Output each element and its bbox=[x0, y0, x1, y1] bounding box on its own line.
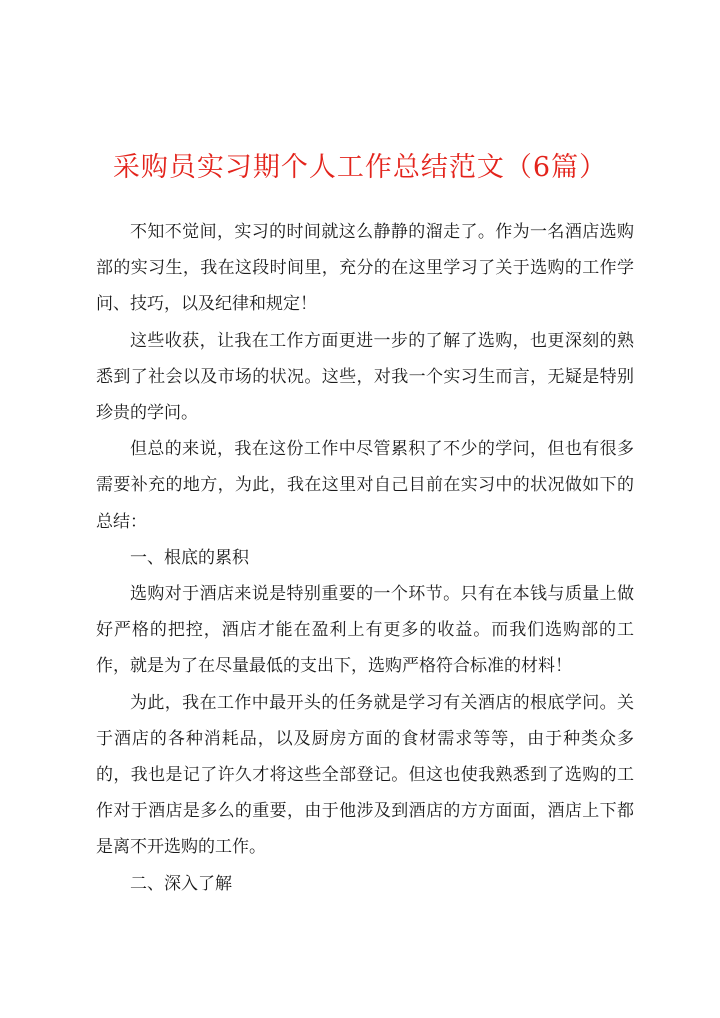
paragraph-intro: 不知不觉间，实习的时间就这么静静的溜走了。作为一名酒店选购部的实习生，我在这段时间里，充分的在这里学习了关于选购的工作学问、技巧，以及纪律和规定！ bbox=[96, 222, 634, 315]
paragraph-summary-lead: 但总的来说，我在这份工作中尽管累积了不少的学问，但也有很多需要补充的地方，为此，我在这里对自己目前在实习中的状况做如下的总结： bbox=[96, 439, 634, 532]
paragraph-purchasing-importance: 选购对于酒店来说是特别重要的一个环节。只有在本钱与质量上做好严格的把控，酒店才能在盈利上有更多的收益。而我们选购部的工作，就是为了在尽量最低的支出下，选购严格符合标准的材料！ bbox=[96, 584, 634, 677]
section-heading-2: 二、深入了解 bbox=[130, 873, 232, 894]
section-heading-1: 一、根底的累积 bbox=[130, 547, 249, 568]
paragraph-gains: 这些收获，让我在工作方面更进一步的了解了选购，也更深刻的熟悉到了社会以及市场的状况。这些，对我一个实习生而言，无疑是特别珍贵的学问。 bbox=[96, 330, 634, 424]
document-title: 采购员实习期个人工作总结范文（6篇） bbox=[112, 152, 608, 183]
document-body bbox=[96, 214, 634, 902]
paragraph-basic-knowledge: 为此，我在工作中最开头的任务就是学习有关酒店的根底学问。关于酒店的各种消耗品，以及厨房方面的食材需求等等，由于种类众多的，我也是记了许久才将这些全部登记。但这也使我熟悉到了选购的工作对于酒店是多么的重要，由于他涉及到酒店的方方面面，酒店上下都是离不开选购的工作。 bbox=[96, 692, 634, 858]
